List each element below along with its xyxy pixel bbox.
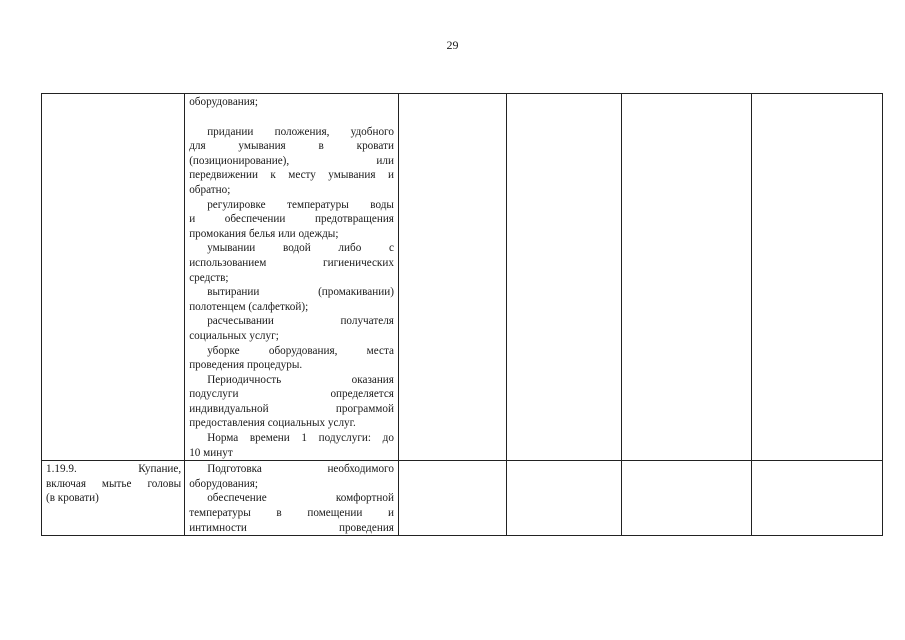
description-line: социальных услуг; (189, 329, 279, 342)
empty-cell (751, 461, 882, 535)
description-line: обеспечение комфортной (207, 492, 394, 505)
description-line: промокания белья или одежды; (189, 227, 339, 240)
description-line: полотенцем (салфеткой); (189, 300, 309, 313)
service-description-cell (185, 461, 399, 535)
table-row (42, 461, 883, 535)
description-line: предоставления социальных услуг. (189, 417, 356, 430)
description-line: интимности проведения (189, 521, 394, 534)
description-line: использованием гигиенических (189, 256, 394, 269)
empty-cell (621, 461, 751, 535)
description-line: средств; (189, 271, 229, 284)
description-line: 10 минут (189, 446, 233, 459)
description-line: уборке оборудования, места (207, 344, 394, 357)
description-line: обратно; (189, 183, 231, 196)
empty-cell (751, 94, 882, 461)
description-line: вытирании (промакивании) (207, 286, 394, 299)
description-line: расчесывании получателя (207, 315, 394, 328)
description-line: индивидуальной программой (189, 402, 394, 415)
empty-cell (506, 461, 621, 535)
description-line: регулировке температуры воды (207, 198, 394, 211)
description-line: температуры в помещении и (189, 507, 394, 520)
description-line: проведения процедуры. (189, 359, 303, 372)
description-line: для умывания в кровати (189, 140, 394, 153)
description-line: оборудования; (189, 96, 259, 108)
empty-cell (621, 94, 751, 461)
description-line: передвижении к месту умывания и (189, 169, 394, 182)
description-line: Норма времени 1 подуслуги: до (207, 432, 394, 445)
service-code-cell (42, 461, 185, 535)
description-line: (позиционирование), или (189, 154, 394, 167)
description-line: умывании водой либо с (207, 242, 394, 255)
service-description-cell (185, 94, 399, 461)
description-line: и обеспечении предотвращения (189, 213, 394, 226)
page-number: 29 (446, 38, 459, 52)
description-line: подуслуги определяется (189, 388, 394, 401)
description-line: придании положения, удобного (207, 125, 394, 138)
description-line: Подготовка необходимого (207, 463, 394, 476)
services-table (41, 93, 883, 536)
description-line: Периодичность оказания (207, 373, 394, 386)
empty-cell (506, 94, 621, 461)
service-code-line: включая мытье головы (46, 477, 182, 490)
service-code-cell (42, 94, 185, 461)
description-line: оборудования; (189, 477, 259, 490)
description-gap (189, 110, 394, 125)
service-code-line: (в кровати) (46, 492, 99, 505)
empty-cell (398, 461, 506, 535)
empty-cell (398, 94, 506, 461)
table-row (42, 94, 883, 461)
service-code-line: 1.19.9. Купание, (46, 463, 182, 476)
